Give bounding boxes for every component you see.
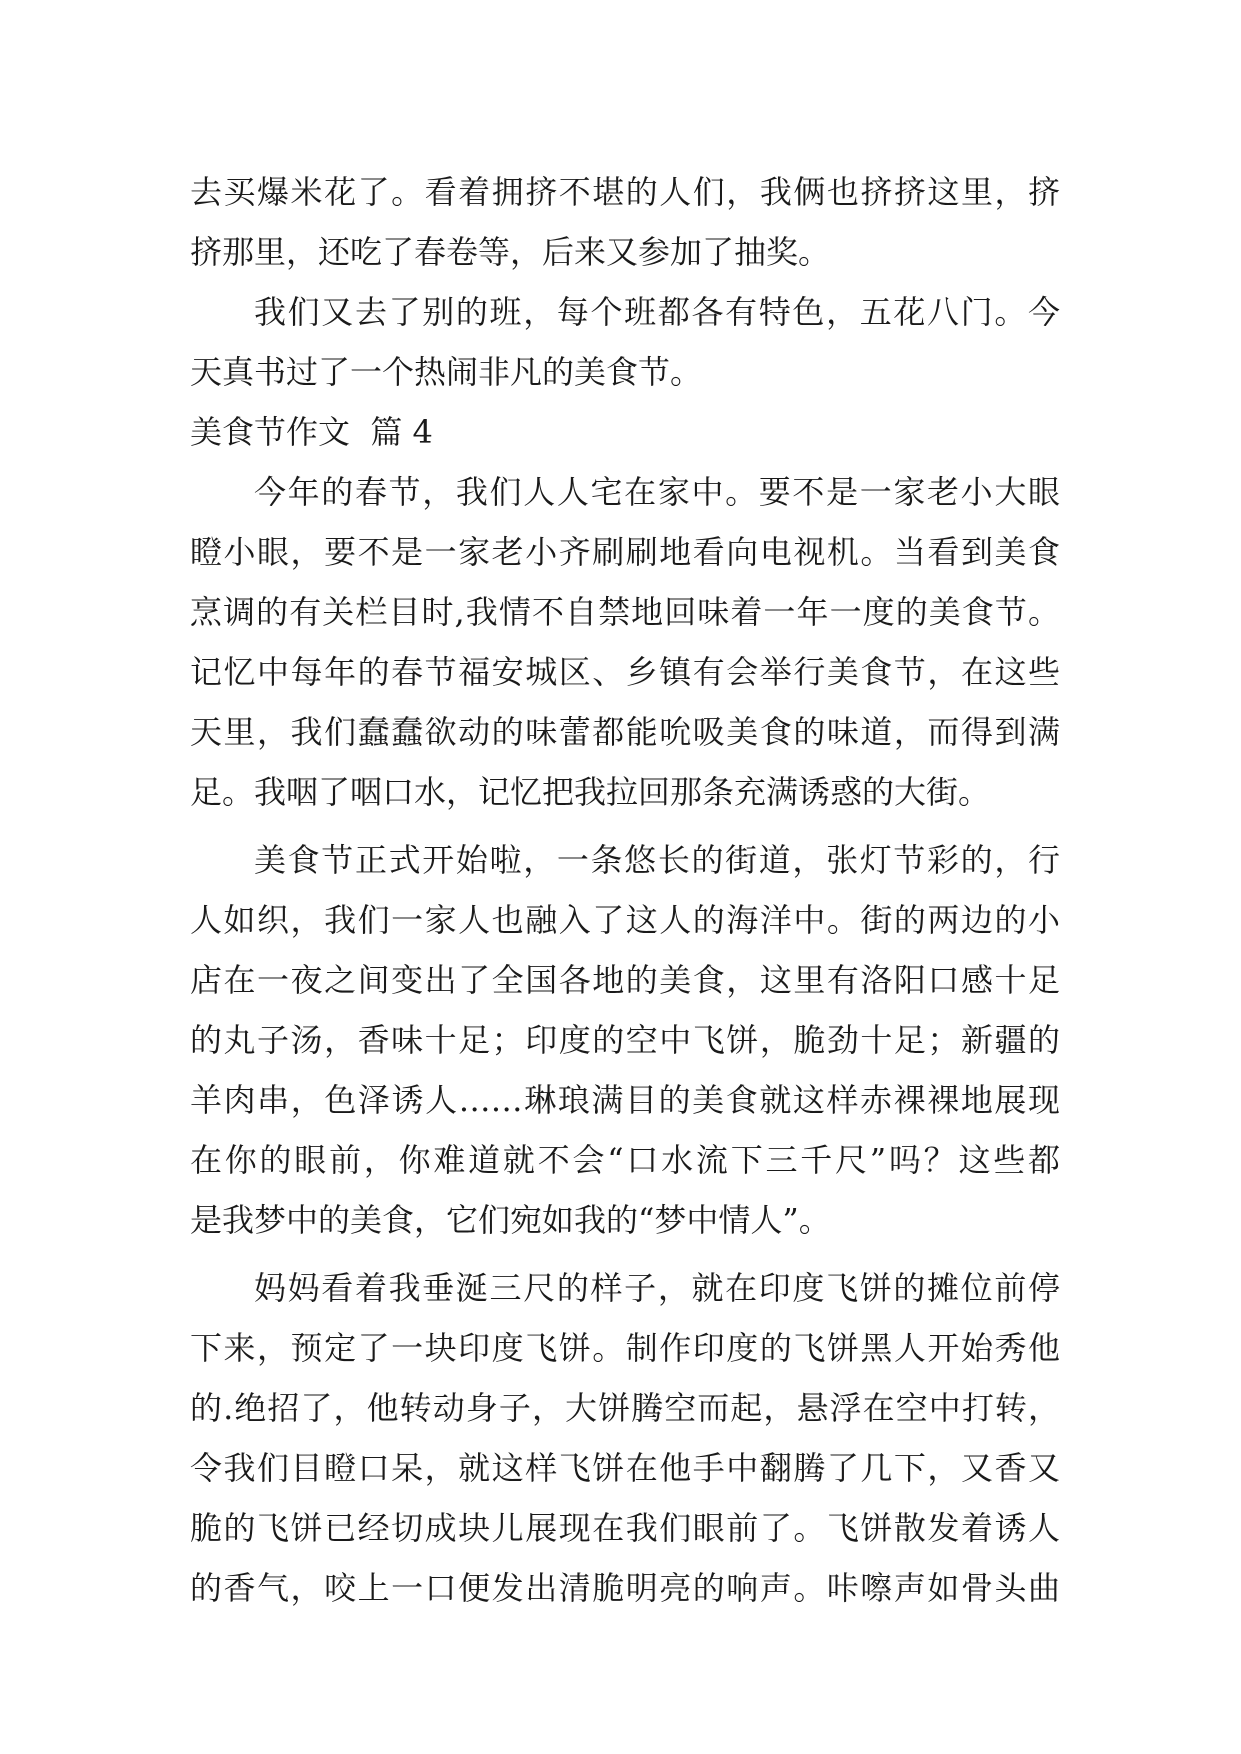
paragraph-line: 今年的春节，我们人人宅在家中。要不是一家老小大眼 bbox=[254, 473, 1060, 511]
paragraph-line: 烹调的有关栏目时,我情不自禁地回味着一年一度的美食节。 bbox=[190, 593, 1060, 631]
paragraph-line: 令我们目瞪口呆，就这样飞饼在他手中翻腾了几下，又香又 bbox=[190, 1449, 1060, 1487]
paragraph-line: 记忆中每年的春节福安城区、乡镇有会举行美食节，在这些 bbox=[190, 653, 1060, 691]
paragraph-line: 足。我咽了咽口水，记忆把我拉回那条充满诱惑的大街。 bbox=[190, 773, 991, 811]
paragraph-line: 妈妈看着我垂涎三尺的样子，就在印度飞饼的摊位前停 bbox=[254, 1269, 1060, 1307]
paragraph-line: 店在一夜之间变出了全国各地的美食，这里有洛阳口感十足 bbox=[190, 961, 1060, 999]
paragraph-line: 天里，我们蠢蠢欲动的味蕾都能吮吸美食的味道，而得到满 bbox=[190, 713, 1060, 751]
section-heading: 美食节作文 篇 4 bbox=[190, 413, 433, 451]
paragraph-line: 去买爆米花了。看着拥挤不堪的人们，我俩也挤挤这里，挤 bbox=[190, 173, 1060, 211]
paragraph-line: 下来，预定了一块印度飞饼。制作印度的飞饼黑人开始秀他 bbox=[190, 1329, 1060, 1367]
paragraph-line: 我们又去了别的班，每个班都各有特色，五花八门。今 bbox=[254, 293, 1060, 331]
paragraph-line: 瞪小眼，要不是一家老小齐刷刷地看向电视机。当看到美食 bbox=[190, 533, 1060, 571]
paragraph-line: 挤那里，还吃了春卷等，后来又参加了抽奖。 bbox=[190, 233, 831, 271]
paragraph-line: 在你的眼前，你难道就不会“口水流下三千尺”吗？这些都 bbox=[190, 1141, 1060, 1179]
paragraph-line: 的香气，咬上一口便发出清脆明亮的响声。咔嚓声如骨头曲 bbox=[190, 1569, 1060, 1607]
paragraph-line: 人如织，我们一家人也融入了这人的海洋中。街的两边的小 bbox=[190, 901, 1060, 939]
paragraph-line: 的丸子汤，香味十足；印度的空中飞饼，脆劲十足；新疆的 bbox=[190, 1021, 1060, 1059]
paragraph-line: 的.绝招了，他转动身子，大饼腾空而起，悬浮在空中打转， bbox=[190, 1389, 1060, 1427]
document-body bbox=[190, 162, 1060, 1618]
paragraph-line: 脆的飞饼已经切成块儿展现在我们眼前了。飞饼散发着诱人 bbox=[190, 1509, 1060, 1547]
paragraph-line: 是我梦中的美食，它们宛如我的“梦中情人”。 bbox=[190, 1201, 831, 1239]
paragraph-line: 羊肉串，色泽诱人……琳琅满目的美食就这样赤裸裸地展现 bbox=[190, 1081, 1060, 1119]
paragraph-line: 天真书过了一个热闹非凡的美食节。 bbox=[190, 353, 703, 391]
paragraph-line: 美食节正式开始啦，一条悠长的街道，张灯节彩的，行 bbox=[254, 841, 1060, 879]
